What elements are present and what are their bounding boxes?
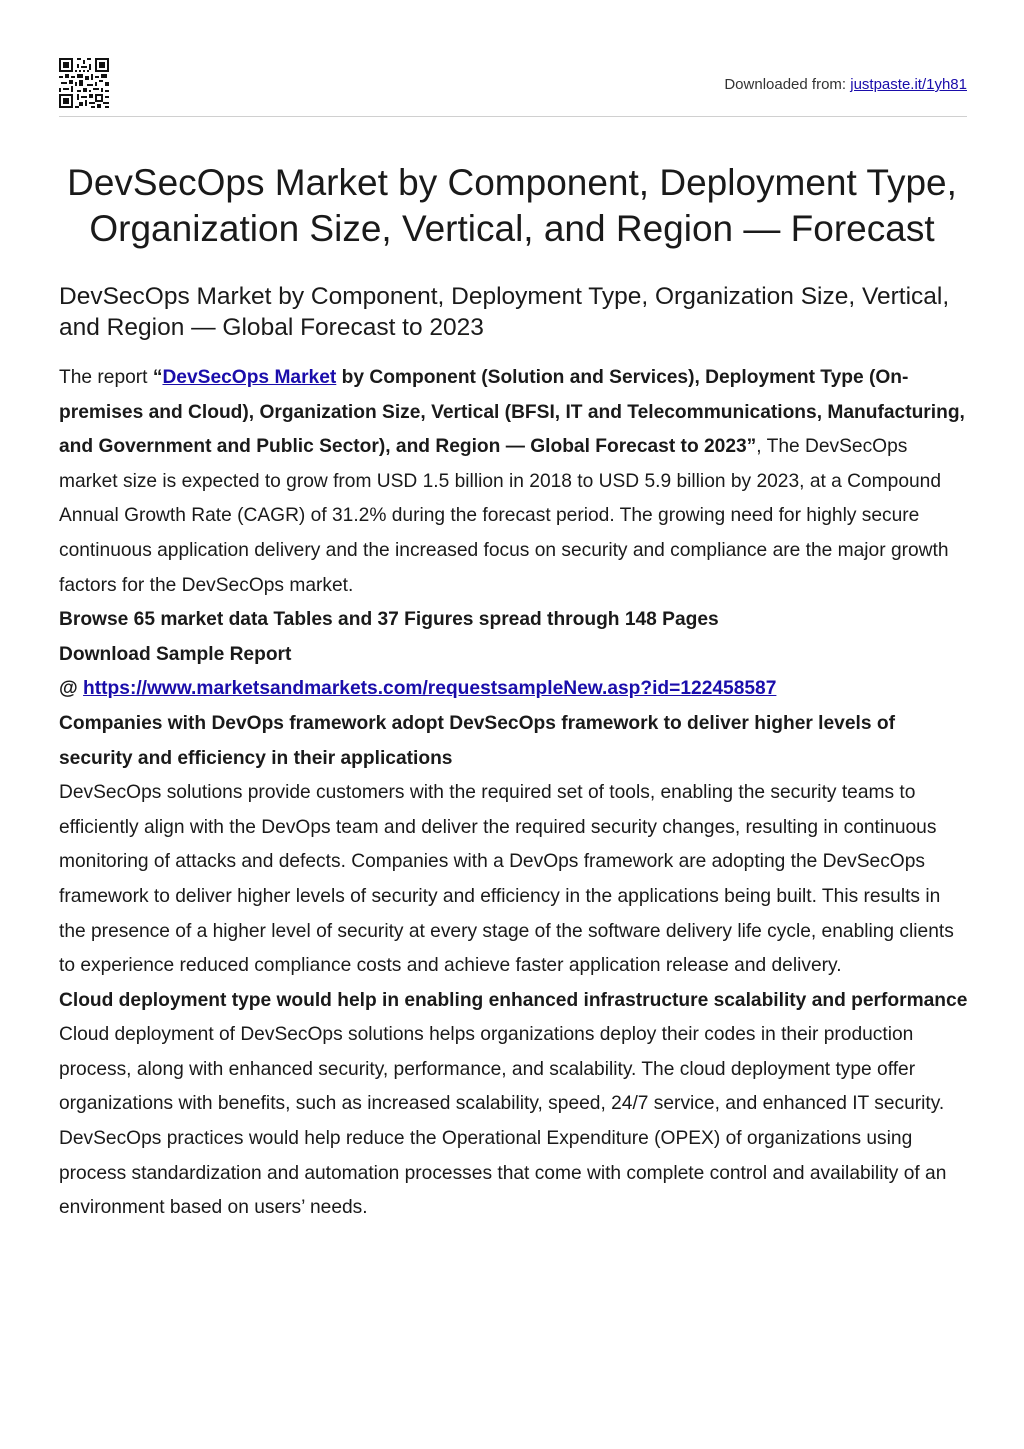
qr-code-icon: [59, 58, 109, 108]
sample-link-line: [59, 672, 969, 707]
page-subtitle: DevSecOps Market by Component, Deployment Type, Organization Size, Vertical, and Region — Global Forecast to 2023: [59, 283, 950, 341]
intro-paragraph: [59, 361, 969, 603]
sample-report-link[interactable]: https://www.marketsandmarkets.com/requestsampleNew.asp?id=122458587: [83, 678, 777, 700]
download-source-link[interactable]: justpaste.it/1yh81: [850, 76, 967, 93]
section-heading-cloud: Cloud deployment type would help in enabling enhanced infrastructure scalability and performance: [59, 989, 968, 1011]
report-title-text: by Component (Solution and Services), Deployment Type (On-premises and Cloud), Organization Size, Vertical (BFSI, IT and Telecommunications, Manufacturing, and Government and Public Sector), and Region — Global Forecast to 2023”: [59, 367, 965, 458]
intro-lead: The report: [59, 367, 153, 388]
article-body: [59, 361, 969, 1226]
section-body-cloud: Cloud deployment of DevSecOps solutions helps organizations deploy their codes in their production process, along with enhanced security, performance, and scalability. The cloud deployment type offer organizations with benefits, such as increased scalability, speed, 24/7 service, and enhanced IT security. DevSecOps practices would help reduce the Operational Expenditure (OPEX) of organizations using process standardization and automation processes that come with complete control and availability of an environment based on users’ needs.: [59, 1024, 947, 1219]
page-title: DevSecOps Market by Component, Deployment Type, Organization Size, Vertical, and Region — Forecast: [67, 162, 957, 249]
report-quote-open: “: [152, 367, 163, 388]
intro-text: , The DevSecOps market size is expected to grow from USD 1.5 billion in 2018 to USD 5.9 billion by 2023, at a Compound Annual Growth Rate (CAGR) of 31.2% during the forecast period. The growing need for highly secure continuous application delivery and the increased focus on security and compliance are the major growth factors for the DevSecOps market.: [59, 436, 949, 596]
at-symbol: @: [59, 678, 84, 700]
download-prefix: Downloaded from:: [724, 76, 851, 93]
report-title-link[interactable]: DevSecOps Market: [162, 367, 337, 388]
section-body-devops: DevSecOps solutions provide customers with the required set of tools, enabling the security teams to efficiently align with the DevOps team and deliver the required security changes, resulting in continuous monitoring of attacks and defects. Companies with a DevOps framework are adopting the DevSecOps framework to deliver higher levels of security and efficiency in the applications being built. This results in the presence of a higher level of security at every stage of the software delivery life cycle, enabling clients to experience reduced compliance costs and achieve faster application release and delivery.: [59, 782, 954, 977]
download-source: [724, 76, 967, 93]
page-header: [59, 58, 967, 117]
sample-label: Download Sample Report: [59, 643, 292, 665]
browse-line: Browse 65 market data Tables and 37 Figures spread through 148 Pages: [59, 609, 719, 631]
section-heading-devops: Companies with DevOps framework adopt DevSecOps framework to deliver higher levels of security and efficiency in their applications: [59, 712, 895, 769]
